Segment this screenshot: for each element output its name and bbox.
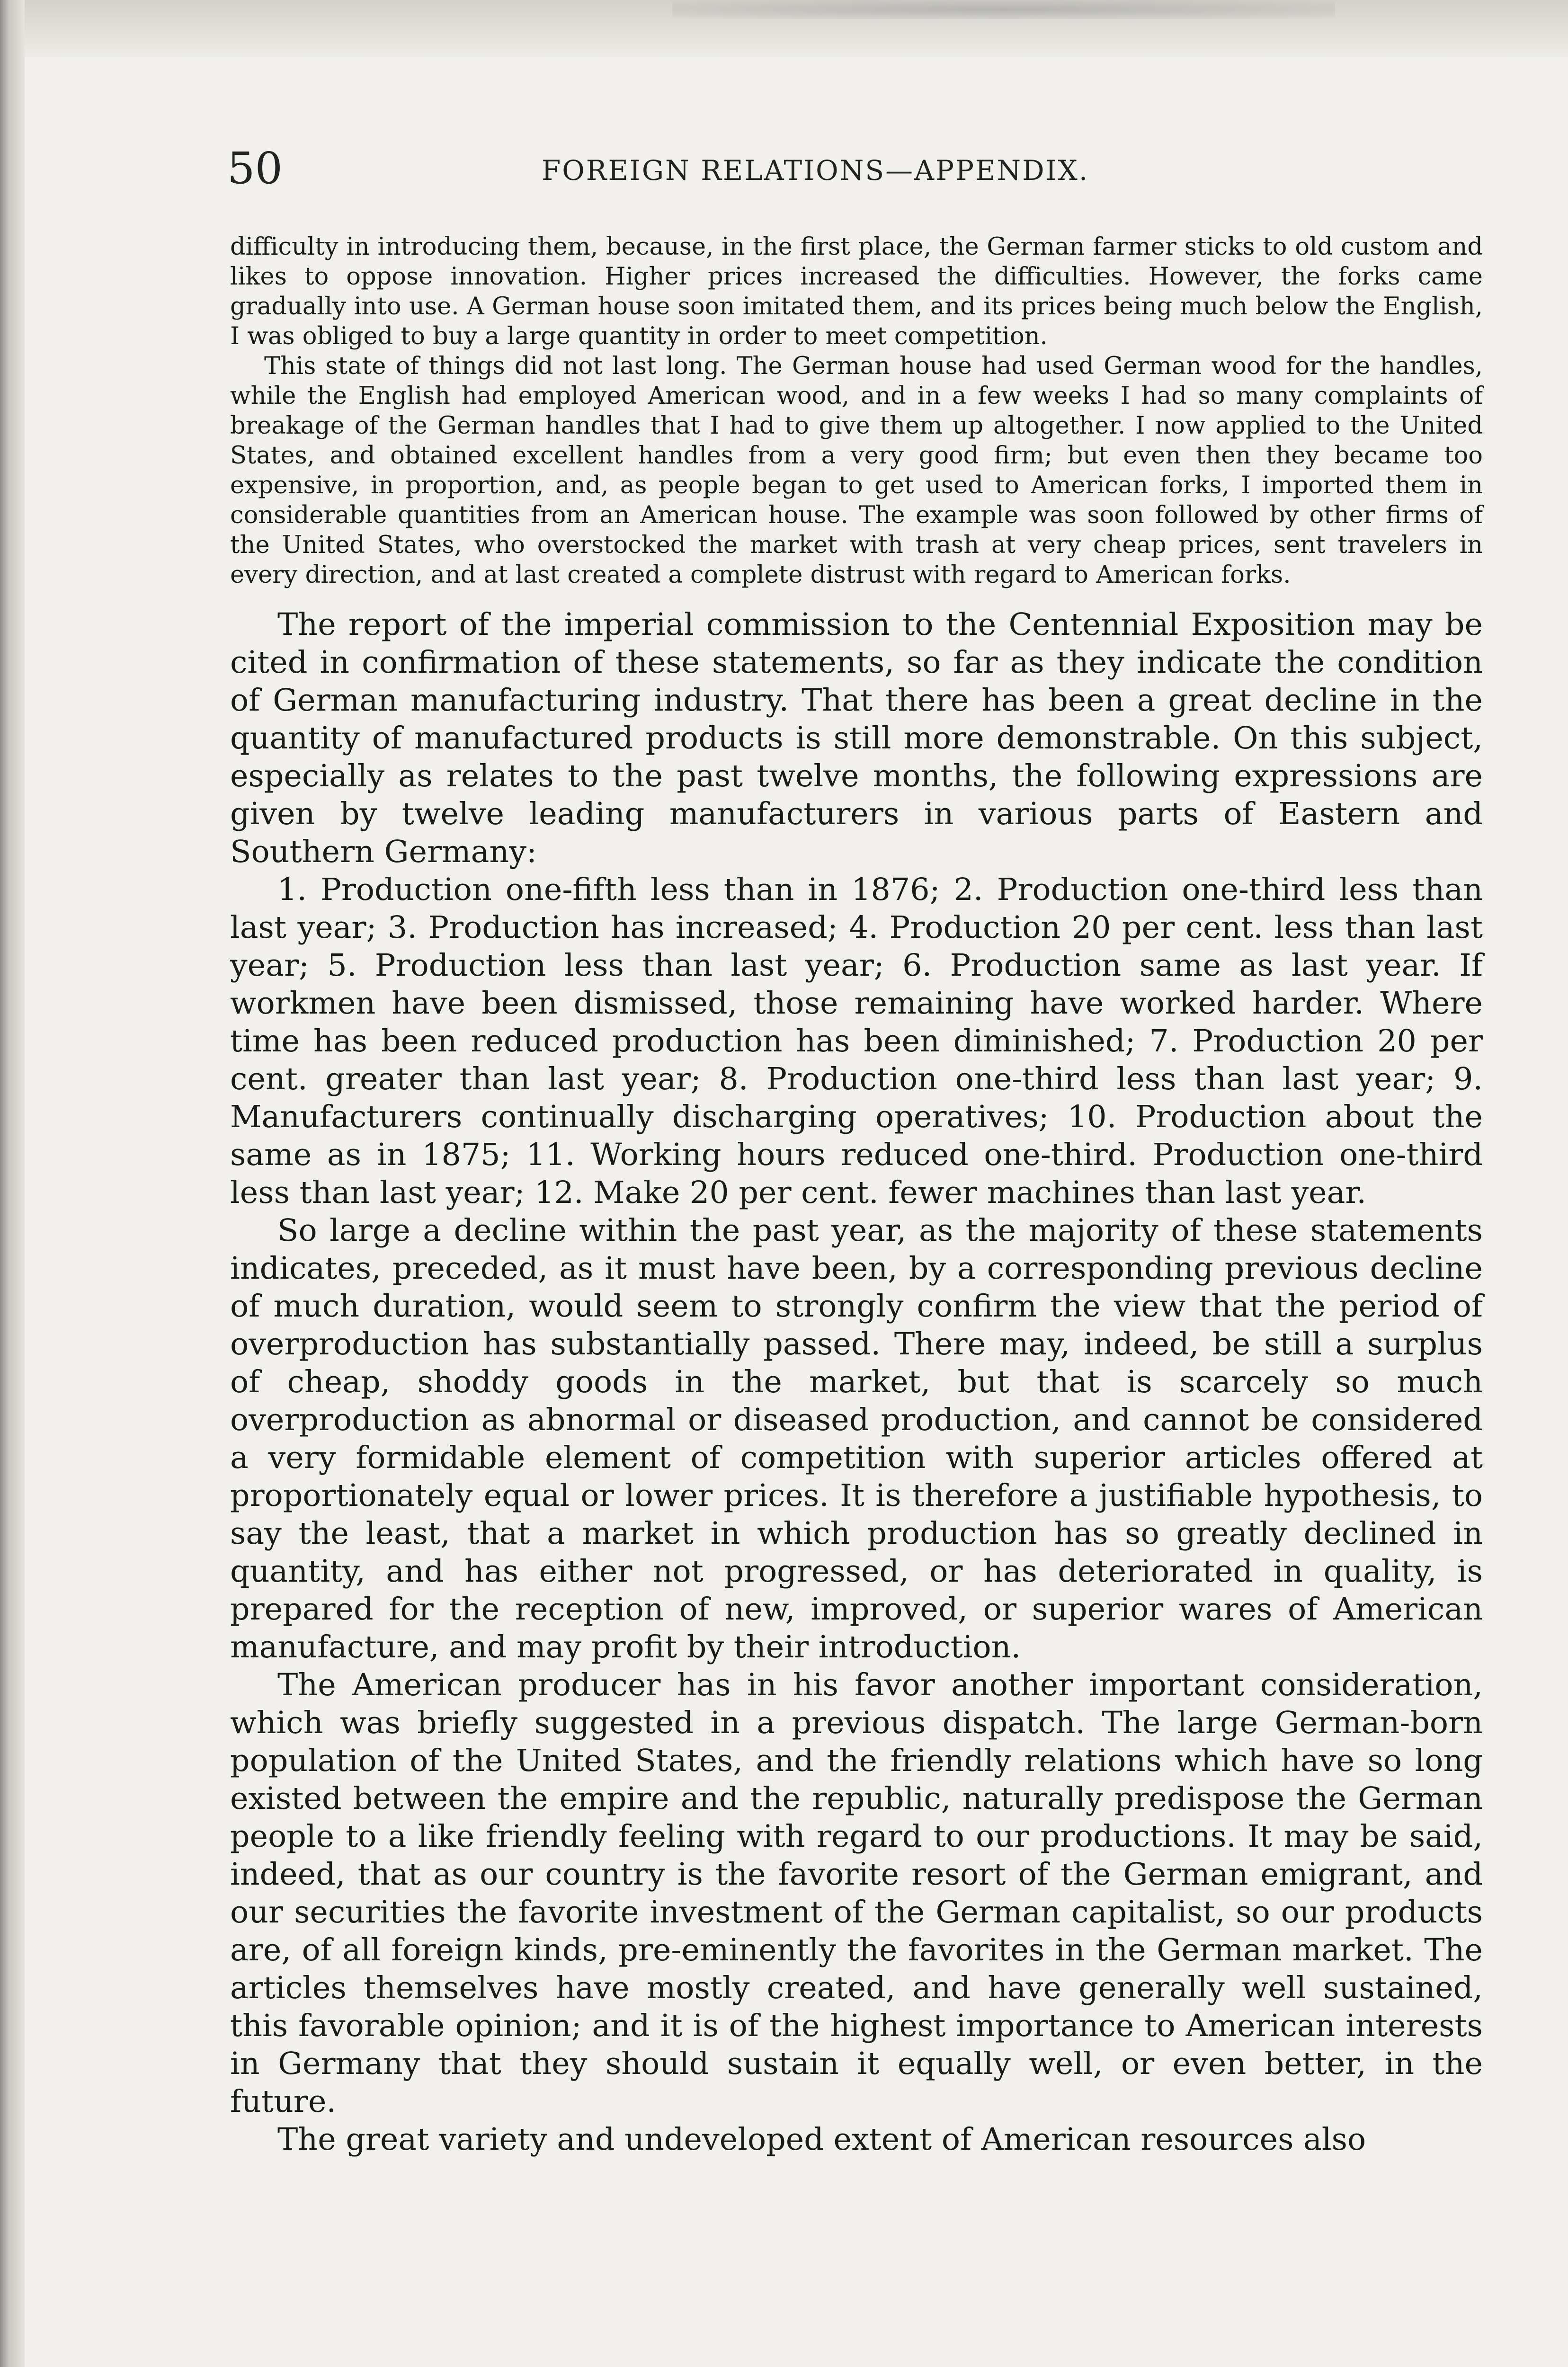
body-paragraph: The American producer has in his favor another important consideration, which was briefly suggested in a previous dispatch. The large German-born population of the United States, and the friendly relations which have so long existed between the empire and the republic, naturally predispose the German people to a like friendly feeling with regard to our productions. It may be said, indeed, that as our country is the favorite resort of the German emigrant, and our securities the favorite investment of the German capitalist, so our products are, of all foreign kinds, pre-eminently the favorites in the German market. The articles themselves have mostly created, and have generally well sustained, this favorable opinion; and it is of the highest importance to American interests in Germany that they should sustain it equally well, or even better, in the future. [230,1667,1483,2119]
binding-shadow [0,0,25,2367]
page-number: 50 [227,143,283,194]
body-paragraph-continued: The great variety and undeveloped extent of American resources also [277,2122,1366,2157]
quoted-paragraph: difficulty in introducing them, because, in the first place, the German farmer sticks to old custom and likes to oppose innovation. Higher prices increased the difficulties. However, the forks came gradually into use. A German house soon imitated them, and its prices being much below the English, I was obliged to buy a large quantity in order to meet competition. [230,233,1483,350]
main-text [230,606,1483,2159]
page-content [230,232,1483,2159]
running-title: FOREIGN RELATIONS—APPENDIX. [542,154,1089,187]
page-header [227,143,1496,195]
quoted-letter [230,232,1483,590]
quoted-paragraph: This state of things did not last long. The German house had used German wood for the handles, while the English had employed American wood, and in a few weeks I had so many complaints of breakage of the German handles that I had to give them up altogether. I now applied to the United States, and obtained excellent handles from a very good firm; but even then they became too expensive, in proportion, and, as people began to get used to American forks, I imported them in considerable quantities from an American house. The example was soon followed by other firms of the United States, who overstocked the market with trash at very cheap prices, sent travelers in every direction, and at last created a complete distrust with regard to American forks. [230,352,1483,589]
body-paragraph: 1. Production one-fifth less than in 1876; 2. Production one-third less than last year; 3. Production has increased; 4. Production 20 per cent. less than last year; 5. Production less than last year; 6. Production same as last year. If workmen have been dismissed, those remaining have worked harder. Where time has been reduced production has been diminished; 7. Production 20 per cent. greater than last year; 8. Production one-third less than last year; 9. Manufacturers continually discharging operatives; 10. Production about the same as in 1875; 11. Working hours reduced one-third. Production one-third less than last year; 12. Make 20 per cent. fewer machines than last year. [230,872,1483,1210]
body-paragraph: So large a decline within the past year, as the majority of these statements indicates, preceded, as it must have been, by a corresponding previous decline of much duration, would seem to strongly confirm the view that the period of overproduction has substantially passed. There may, indeed, be still a surplus of cheap, shoddy goods in the market, but that is scarcely so much overproduction as abnormal or diseased production, and cannot be considered a very formidable element of competition with superior articles offered at proportionately equal or lower prices. It is therefore a justifiable hypothesis, to say the least, that a market in which production has so greatly declined in quantity, and has either not progressed, or has deteriorated in quality, is prepared for the reception of new, improved, or superior wares of American manufacture, and may profit by their introduction. [230,1213,1483,1665]
body-paragraph: The report of the imperial commission to the Centennial Exposition may be cited in confirmation of these statements, so far as they indicate the condition of German manufacturing industry. That there has been a great decline in the quantity of manufactured products is still more demonstrable. On this subject, especially as relates to the past twelve months, the following expressions are given by twelve leading manufacturers in various parts of Eastern and Southern Germany: [230,607,1483,870]
top-smudge [672,0,1335,19]
